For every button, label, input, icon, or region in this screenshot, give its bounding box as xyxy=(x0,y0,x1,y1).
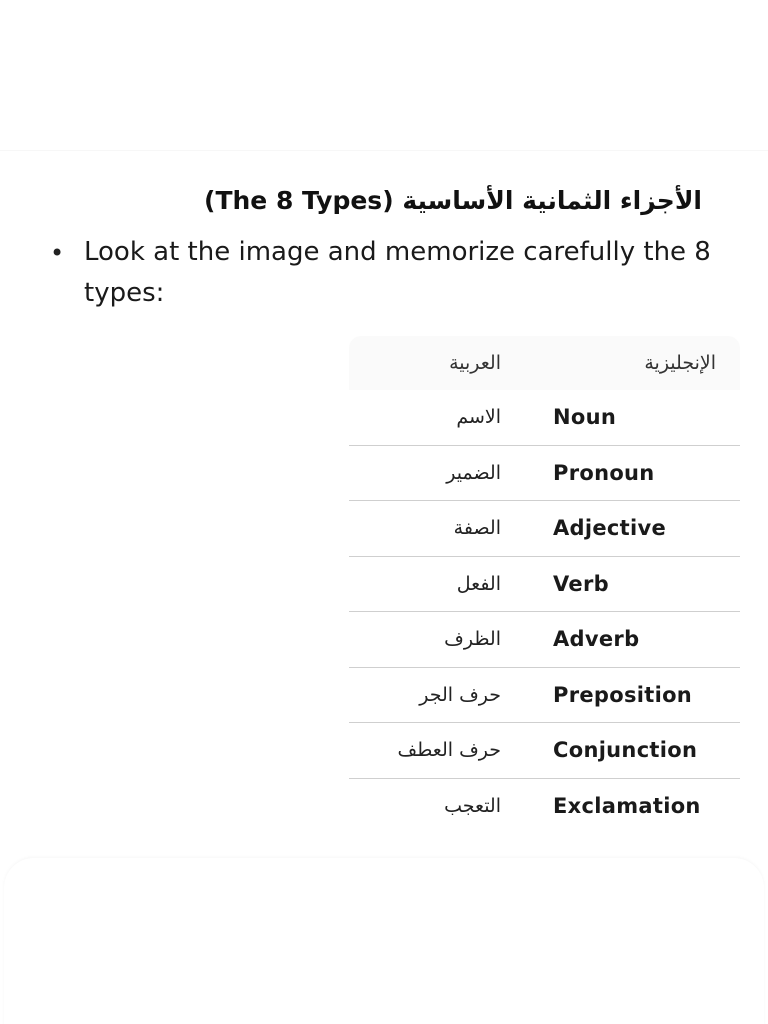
cell-arabic: التعجب xyxy=(444,794,501,817)
cell-arabic: الفعل xyxy=(456,572,501,595)
top-card xyxy=(0,0,768,151)
bottom-card xyxy=(4,858,764,1024)
cell-english: Noun xyxy=(553,405,617,430)
table-row xyxy=(349,723,740,779)
header-english: الإنجليزية xyxy=(644,352,716,374)
table-row xyxy=(349,779,740,834)
section-title: الأجزاء الثمانية الأساسية (The 8 Types) xyxy=(204,186,702,215)
cell-english: Preposition xyxy=(553,682,693,707)
cell-english: Verb xyxy=(553,571,609,596)
table-header xyxy=(349,336,740,390)
parts-of-speech-table xyxy=(349,336,740,833)
table-row xyxy=(349,501,740,557)
cell-english: Conjunction xyxy=(553,738,698,763)
cell-english: Pronoun xyxy=(553,460,655,485)
table-row xyxy=(349,557,740,613)
cell-arabic: حرف الجر xyxy=(419,683,501,706)
cell-english: Adverb xyxy=(553,627,640,652)
cell-arabic: الاسم xyxy=(456,406,501,429)
cell-arabic: الضمير xyxy=(446,461,501,484)
cell-arabic: حرف العطف xyxy=(397,739,501,762)
table-row xyxy=(349,446,740,502)
cell-arabic: الصفة xyxy=(453,517,501,540)
header-arabic: العربية xyxy=(449,352,501,374)
table-row xyxy=(349,612,740,668)
bullet-icon: • xyxy=(50,239,65,267)
instruction-text: Look at the image and memorize carefully the 8 types: xyxy=(84,237,711,308)
cell-english: Adjective xyxy=(553,516,667,541)
instruction-item xyxy=(50,232,730,314)
table-row xyxy=(349,390,740,446)
table-row xyxy=(349,668,740,724)
cell-english: Exclamation xyxy=(553,793,701,818)
cell-arabic: الظرف xyxy=(444,628,501,651)
